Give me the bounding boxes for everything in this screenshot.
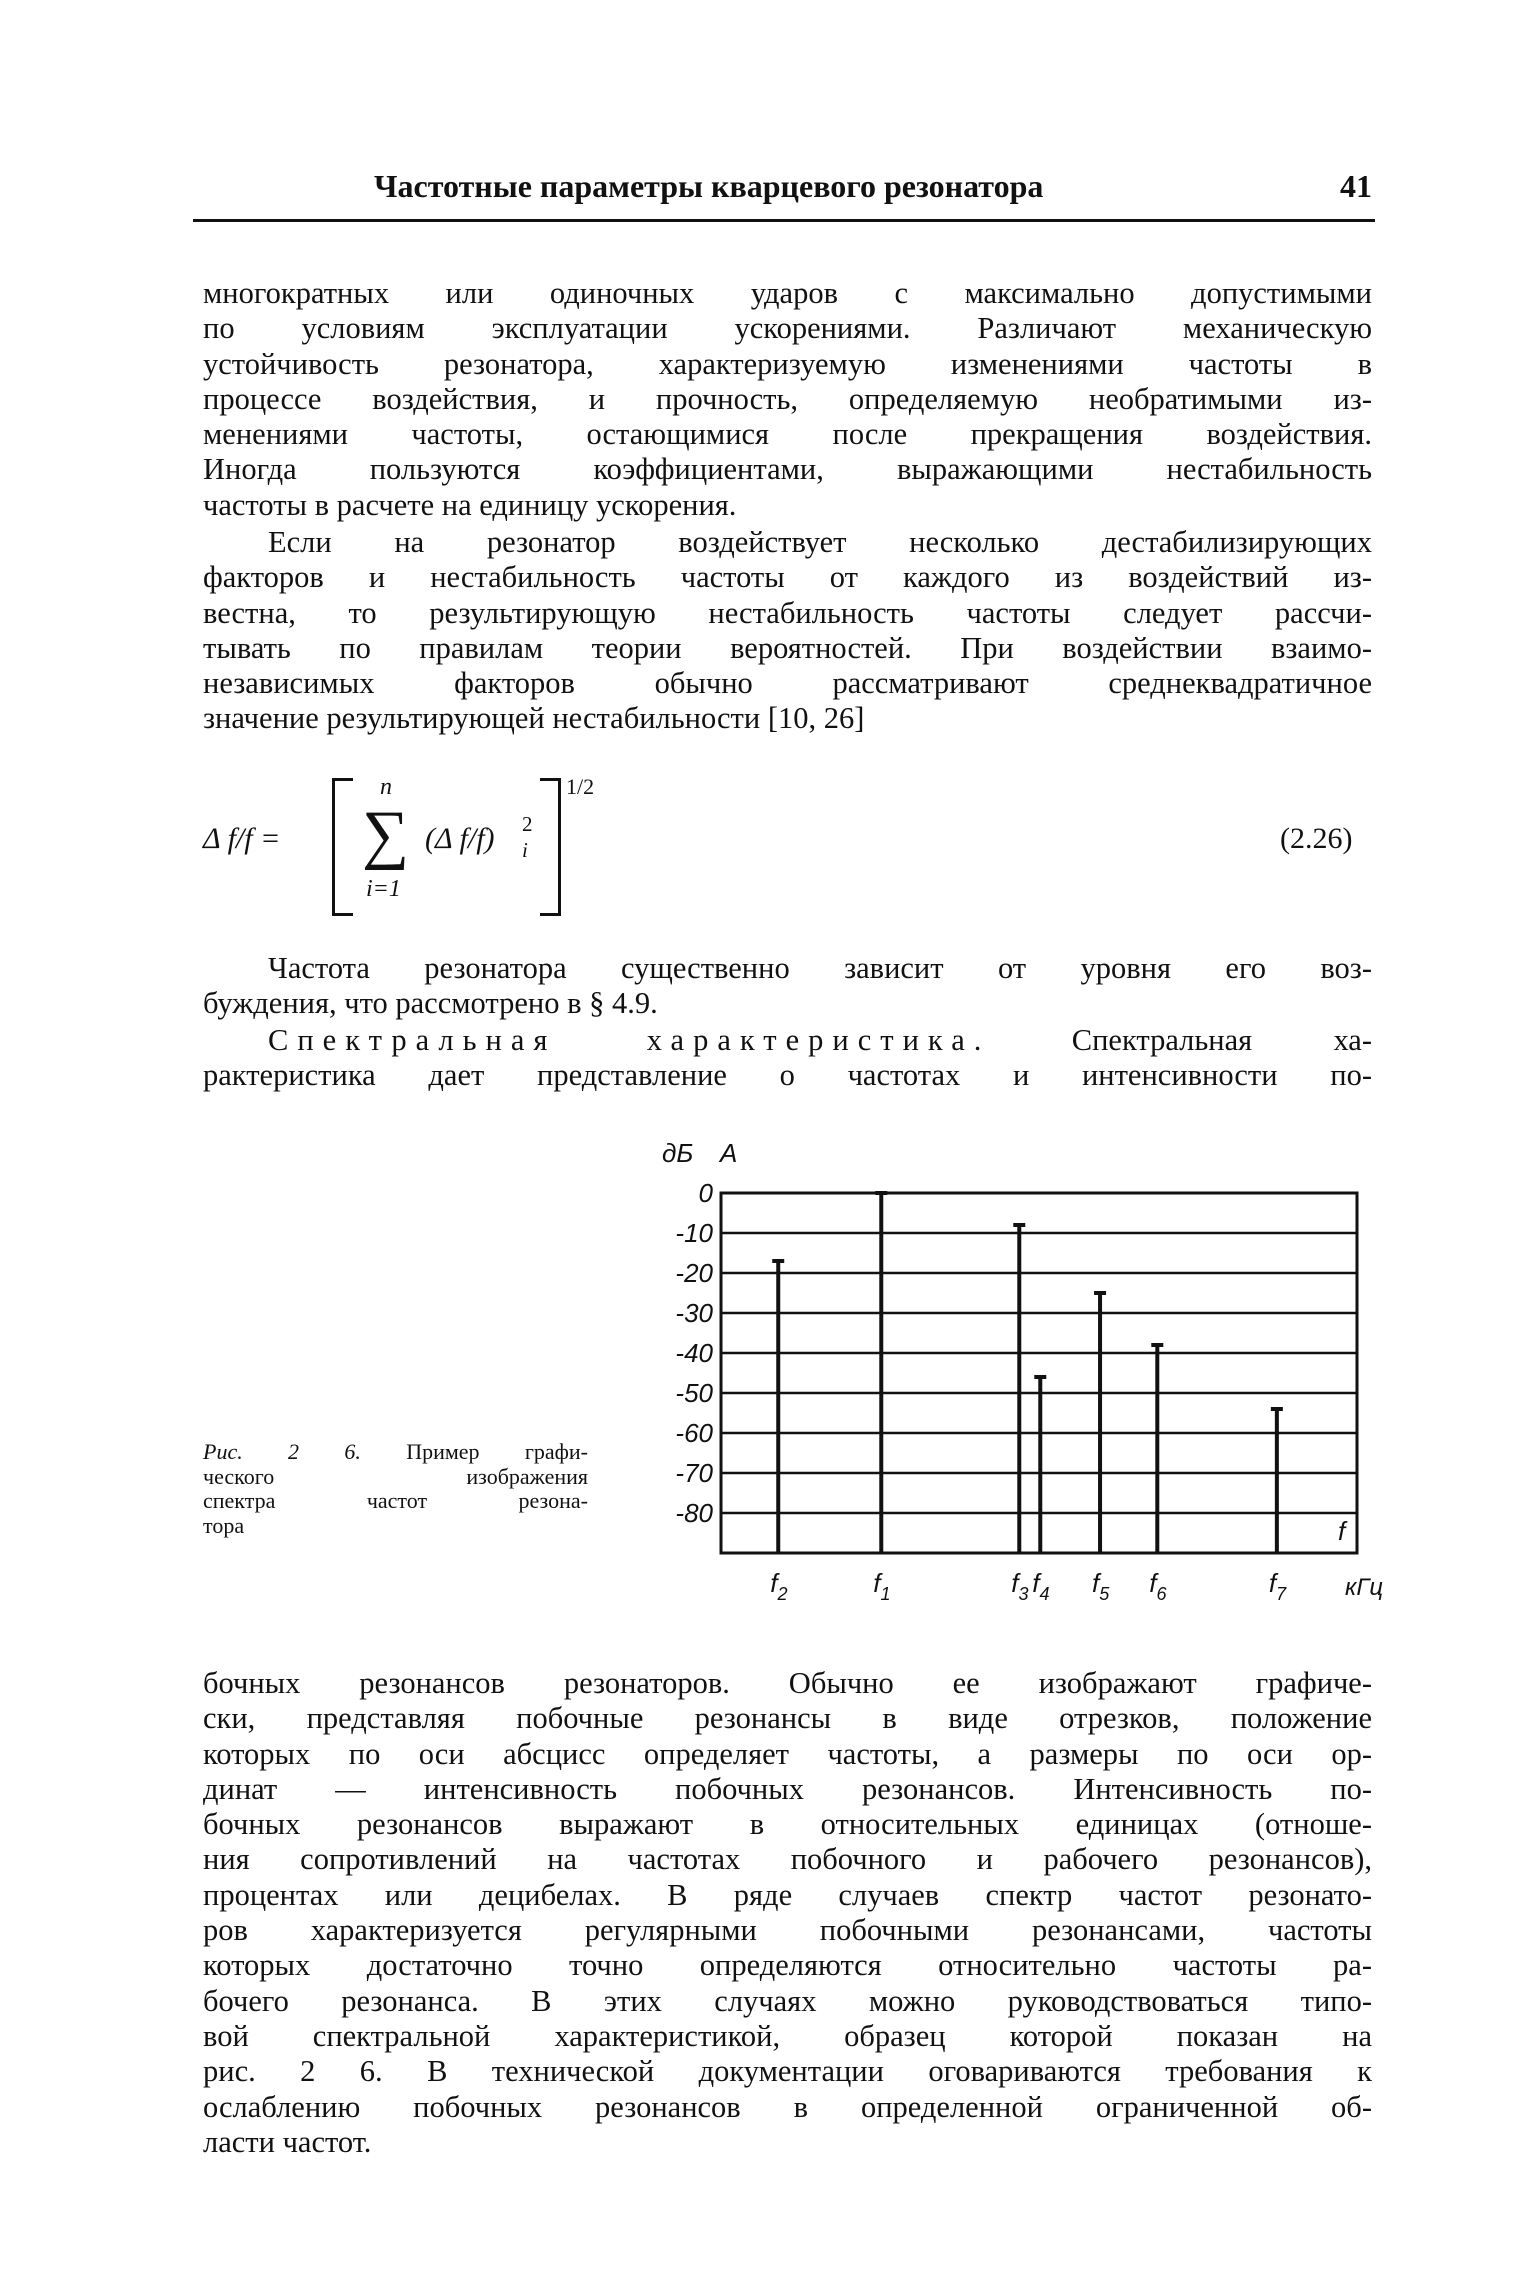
text-line: менениями частоты, остающимися после прекращения воздействия. <box>203 417 1372 452</box>
text-line: которых достаточно точно определяются относительно частоты ра- <box>203 1948 1372 1983</box>
text-line: ров характеризуется регулярными побочными резонансами, частоты <box>203 1913 1372 1948</box>
term-subscript: i <box>522 838 528 862</box>
formula-lhs: Δ f/f = <box>203 822 281 855</box>
x-label-symbol: f <box>1268 1568 1277 1598</box>
caption-line: спектра частот резона- <box>203 1488 588 1513</box>
y-axis-unit-label: дБ <box>662 1138 694 1168</box>
x-label-symbol: f <box>1092 1568 1100 1598</box>
x-label-symbol: f <box>1011 1568 1019 1598</box>
text-line: ски, представляя побочные резонансы в виде отрезков, положение <box>203 1701 1372 1736</box>
y-tick-label: -20 <box>675 1258 713 1288</box>
text-line: факторов и нестабильность частоты от каждого из воздействий из- <box>203 560 1372 595</box>
y-tick-label: -10 <box>675 1218 713 1248</box>
x-label-subscript: 7 <box>1276 1584 1287 1604</box>
x-label-f6 <box>1149 1568 1167 1604</box>
y-tick-label: -60 <box>675 1418 713 1448</box>
text-line: динат — интенсивность побочных резонансов. Интенсивность по- <box>203 1771 1372 1806</box>
text-line: процессе воздействия, и прочность, определяемую необратимыми из- <box>203 381 1372 416</box>
x-label-f1 <box>873 1568 890 1604</box>
term-superscript: 2 <box>522 812 533 836</box>
text-line: ласти частот. <box>203 2124 372 2159</box>
text-line: рис. 2 6. В технической документации оговариваются требования к <box>203 2054 1372 2089</box>
x-label-symbol: f <box>873 1568 881 1598</box>
right-bracket <box>540 778 561 916</box>
formula-term: (Δ f/f) <box>425 822 495 855</box>
caption-label: Рис. 2 6. <box>203 1439 361 1464</box>
left-bracket <box>332 778 353 916</box>
paragraph-spectral <box>203 1023 1372 1094</box>
x-label-symbol: f <box>1149 1568 1157 1598</box>
x-label-f2 <box>770 1568 787 1604</box>
text-line: Иногда пользуются коэффициентами, выражающими нестабильность <box>203 452 1372 487</box>
text-line: Если на резонатор воздействует несколько дестабилизирующих <box>268 525 1372 559</box>
text-line: независимых факторов обычно рассматривают среднеквадратичное <box>203 666 1372 701</box>
paragraph-2 <box>203 525 1372 737</box>
y-tick-label: -80 <box>675 1498 713 1528</box>
x-label-f3 <box>1011 1568 1028 1604</box>
text-line: устойчивость резонатора, характеризуемую изменениями частоты в <box>203 346 1372 381</box>
text-line: многократных или одиночных ударов с максимально допустимыми <box>203 276 1372 310</box>
text-span: Спектральная ха- <box>1071 1023 1372 1057</box>
text-line: вестна, то результирующую нестабильность частоты следует рассчи- <box>203 595 1372 630</box>
formula-exponent: 1/2 <box>566 774 595 799</box>
x-label-f4 <box>1032 1568 1049 1604</box>
x-label-subscript: 4 <box>1039 1584 1050 1604</box>
sum-upper-limit: n <box>380 774 392 800</box>
equation-number: (2.26) <box>1280 822 1353 855</box>
y-tick-label: -30 <box>675 1298 713 1328</box>
text-line: которых по оси абсцисс определяет частоты, а размеры по оси ор- <box>203 1736 1372 1771</box>
spectrum-chart <box>640 1130 1400 1620</box>
header-rule <box>193 219 1375 222</box>
y-axis-quantity-label: A <box>720 1138 738 1168</box>
x-label-f5 <box>1092 1568 1110 1604</box>
paragraph-1 <box>203 276 1372 523</box>
text-line: Частота резонатора существенно зависит от уровня его воз- <box>268 951 1372 985</box>
caption-line: тора <box>203 1512 245 1538</box>
x-label-subscript: 3 <box>1018 1584 1029 1604</box>
y-tick-label: 0 <box>698 1178 713 1208</box>
text-line: вой спектральной характеристикой, образец которой показан на <box>203 2018 1372 2053</box>
paragraph-3 <box>203 951 1372 1022</box>
sum-lower-limit: i=1 <box>366 876 401 902</box>
text-line <box>203 1023 1372 1058</box>
text-line: по условиям эксплуатации ускорениями. Различают механическую <box>203 311 1372 346</box>
x-label-subscript: 1 <box>880 1584 891 1604</box>
text-line: рактеристика дает представление о частотах и интенсивности по- <box>203 1058 1372 1093</box>
y-tick-label: -40 <box>675 1338 713 1368</box>
section-heading: Спектральная характеристика. <box>268 1023 991 1057</box>
y-tick-label: -70 <box>675 1458 713 1488</box>
caption-text: Пример графи- <box>406 1439 589 1464</box>
x-label-subscript: 2 <box>777 1584 788 1604</box>
caption-line <box>203 1440 588 1465</box>
page-number: 41 <box>1340 168 1372 204</box>
text-line: тывать по правилам теории вероятностей. При воздействии взаимо- <box>203 630 1372 665</box>
text-line: значение результирующей нестабильности [10, 26] <box>203 701 865 736</box>
sum-symbol: ∑ <box>362 798 410 871</box>
text-line: бочных резонансов выражают в относительных единицах (отноше- <box>203 1807 1372 1842</box>
x-axis-unit: кГц <box>1345 1574 1384 1601</box>
figure-caption <box>203 1440 588 1538</box>
text-line: бочных резонансов резонаторов. Обычно ее изображают графиче- <box>203 1666 1372 1700</box>
x-label-symbol: f <box>770 1568 778 1598</box>
text-line: буждения, что рассмотрено в § 4.9. <box>203 986 658 1021</box>
text-line: ослаблению побочных резонансов в определенной ограниченной об- <box>203 2089 1372 2124</box>
paragraph-closing <box>203 1666 1372 2160</box>
running-header: Частотные параметры кварцевого резонатора <box>374 168 1044 204</box>
caption-line: ческого изображения <box>203 1463 588 1489</box>
text-line: частоты в расчете на единицу ускорения. <box>203 487 737 522</box>
text-line: бочего резонанса. В этих случаях можно руководствоваться типо- <box>203 1983 1372 2018</box>
y-tick-label: -50 <box>675 1378 713 1408</box>
x-axis-label: f <box>1338 1516 1346 1546</box>
x-label-subscript: 6 <box>1156 1584 1167 1604</box>
text-line: процентах или децибелах. В ряде случаев спектр частот резонато- <box>203 1877 1372 1912</box>
x-label-symbol: f <box>1032 1568 1040 1598</box>
x-label-subscript: 5 <box>1099 1584 1110 1604</box>
x-label-f7 <box>1269 1568 1287 1604</box>
text-line: ния сопротивлений на частотах побочного и рабочего резонансов), <box>203 1842 1372 1877</box>
